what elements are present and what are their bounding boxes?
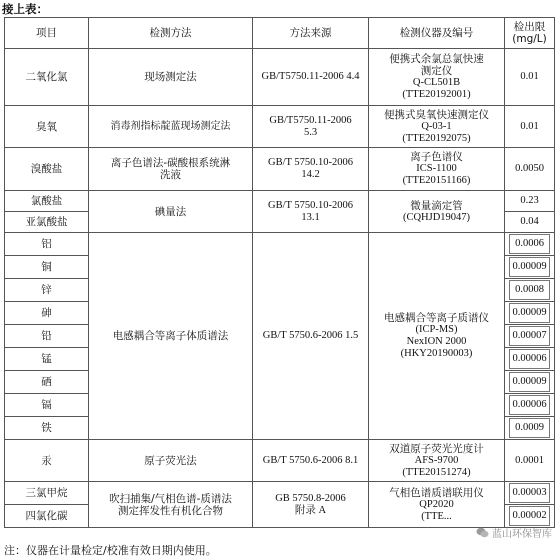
method-cell: 电感耦合等离子体质谱法 <box>89 233 253 440</box>
source-line: GB/T 5750.10-2006 <box>268 157 353 168</box>
limit-value: 0.00009 <box>509 372 550 392</box>
source-line: GB/T 5750.10-2006 <box>268 199 353 211</box>
method-cell <box>89 148 253 191</box>
limit-cell <box>505 394 555 417</box>
source-cell: GB/T5750.11-2006 4.4 <box>253 49 369 106</box>
limit-cell: 0.0001 <box>505 440 555 482</box>
table-row <box>5 49 555 106</box>
limit-cell <box>505 348 555 371</box>
header-method: 检测方法 <box>89 18 253 49</box>
instrument-line: 测定仪 <box>420 65 453 77</box>
item-cell: 氯酸盐 <box>5 191 89 212</box>
source-cell <box>253 106 369 148</box>
continued-label: 接上表： <box>2 2 48 16</box>
header-limit: 检出限 (mg/L) <box>505 18 555 49</box>
item-cell: 臭氧 <box>5 106 89 148</box>
limit-cell <box>505 256 555 279</box>
instrument-cell <box>369 440 505 482</box>
instrument-cell <box>369 482 505 528</box>
header-source: 方法来源 <box>253 18 369 49</box>
header-row <box>5 18 555 49</box>
method-cell <box>89 482 253 528</box>
instrument-line: 电感耦合等离子质谱仪 <box>384 312 489 324</box>
limit-value: 0.00002 <box>509 506 550 526</box>
item-cell: 铁 <box>5 417 89 440</box>
source-cell: GB/T 5750.6-2006 1.5 <box>253 233 369 440</box>
instrument-line: ICS-1100 <box>416 163 457 174</box>
item-cell: 锌 <box>5 279 89 302</box>
instrument-line: 便携式余氯总氯快速 <box>389 53 484 65</box>
watermark <box>476 525 552 540</box>
method-line: 洗液 <box>160 169 181 181</box>
item-cell: 镉 <box>5 394 89 417</box>
limit-cell: 0.01 <box>505 106 555 148</box>
source-line: 13.1 <box>301 211 320 223</box>
table-row <box>5 233 555 256</box>
instrument-line: Q-03-1 <box>421 120 452 132</box>
instrument-line: 微量滴定管 <box>410 199 463 212</box>
instrument-line: AFS-9700 <box>414 454 459 466</box>
item-cell: 三氯甲烷 <box>5 482 89 505</box>
limit-cell <box>505 371 555 394</box>
table-row <box>5 482 555 505</box>
header-item: 项目 <box>5 18 89 49</box>
instrument-line: NexION 2000 <box>406 336 467 347</box>
item-cell: 铝 <box>5 233 89 256</box>
instrument-line: 双道原子荧光光度计 <box>389 442 484 455</box>
instrument-cell <box>369 106 505 148</box>
source-line: 附录 A <box>294 504 327 516</box>
limit-cell: 0.0050 <box>505 148 555 191</box>
item-cell: 溴酸盐 <box>5 148 89 191</box>
instrument-line: (TTE20151274) <box>402 466 471 478</box>
limit-value: 0.0006 <box>509 234 550 254</box>
wechat-icon <box>476 527 489 538</box>
footnote: 注：仪器在计量检定/校准有效日期内使用。 <box>4 544 217 557</box>
method-line: 测定挥发性有机化合物 <box>118 504 223 517</box>
source-cell: GB/T 5750.6-2006 8.1 <box>253 440 369 482</box>
table-row <box>5 440 555 482</box>
instrument-line: (TTE... <box>421 510 452 522</box>
limit-cell <box>505 279 555 302</box>
limit-value: 0.0009 <box>509 418 550 438</box>
item-cell: 亚氯酸盐 <box>5 212 89 233</box>
table-row <box>5 106 555 148</box>
source-line: 14.2 <box>301 169 320 180</box>
limit-value: 0.00003 <box>509 483 550 503</box>
item-cell: 锰 <box>5 348 89 371</box>
instrument-line: QP2020 <box>419 498 454 510</box>
instrument-line: (HKY20190003) <box>400 348 473 359</box>
method-cell: 碘量法 <box>89 191 253 233</box>
limit-value: 0.00007 <box>509 326 550 346</box>
item-cell: 二氧化氯 <box>5 49 89 106</box>
instrument-line: (TTE20151166) <box>402 175 471 186</box>
source-cell <box>253 148 369 191</box>
instrument-cell <box>369 148 505 191</box>
source-cell <box>253 482 369 528</box>
instrument-cell <box>369 49 505 106</box>
limit-cell <box>505 233 555 256</box>
limit-value: 0.00006 <box>509 349 550 369</box>
source-line: 5.3 <box>303 126 318 138</box>
limit-cell <box>505 417 555 440</box>
item-cell: 铜 <box>5 256 89 279</box>
limit-cell: 0.04 <box>505 212 555 233</box>
source-cell <box>253 191 369 233</box>
limit-cell: 0.01 <box>505 49 555 106</box>
limit-value: 0.0008 <box>509 280 550 300</box>
item-cell: 四氯化碳 <box>5 505 89 528</box>
header-instrument: 检测仪器及编号 <box>369 18 505 49</box>
test-methods-table <box>4 17 555 528</box>
method-line: 离子色谱法-碳酸根系统淋 <box>110 157 231 169</box>
instrument-line: 离子色谱仪 <box>410 151 463 163</box>
method-cell: 消毒剂指标靛蓝现场测定法 <box>89 106 253 148</box>
instrument-line: (TTE20192001) <box>402 89 471 100</box>
method-line: 吹扫捕集/气相色谱-质谱法 <box>109 492 232 505</box>
limit-cell <box>505 482 555 505</box>
instrument-line: 便携式臭氧快速测定仪 <box>384 108 489 121</box>
instrument-line: Q-CL501B <box>412 77 461 88</box>
item-cell: 砷 <box>5 302 89 325</box>
instrument-cell <box>369 191 505 233</box>
limit-cell <box>505 302 555 325</box>
limit-value: 0.00009 <box>509 257 550 277</box>
instrument-line: (TTE20192075) <box>402 132 471 144</box>
limit-cell: 0.23 <box>505 191 555 212</box>
instrument-line: (CQHJD19047) <box>402 211 471 223</box>
item-cell: 汞 <box>5 440 89 482</box>
source-line: GB/T5750.11-2006 <box>269 114 352 126</box>
instrument-line: 气相色谱质谱联用仪 <box>389 486 484 499</box>
limit-value: 0.00009 <box>509 303 550 323</box>
table-row <box>5 191 555 212</box>
item-cell: 硒 <box>5 371 89 394</box>
method-cell: 原子荧光法 <box>89 440 253 482</box>
item-cell: 铅 <box>5 325 89 348</box>
table-row <box>5 148 555 191</box>
instrument-cell <box>369 233 505 440</box>
limit-value: 0.00006 <box>509 395 550 415</box>
source-line: GB 5750.8-2006 <box>275 492 346 504</box>
limit-cell <box>505 325 555 348</box>
watermark-text: 蓝山环保智库 <box>492 529 552 540</box>
method-cell: 现场测定法 <box>89 49 253 106</box>
instrument-line: (ICP-MS) <box>415 324 458 335</box>
